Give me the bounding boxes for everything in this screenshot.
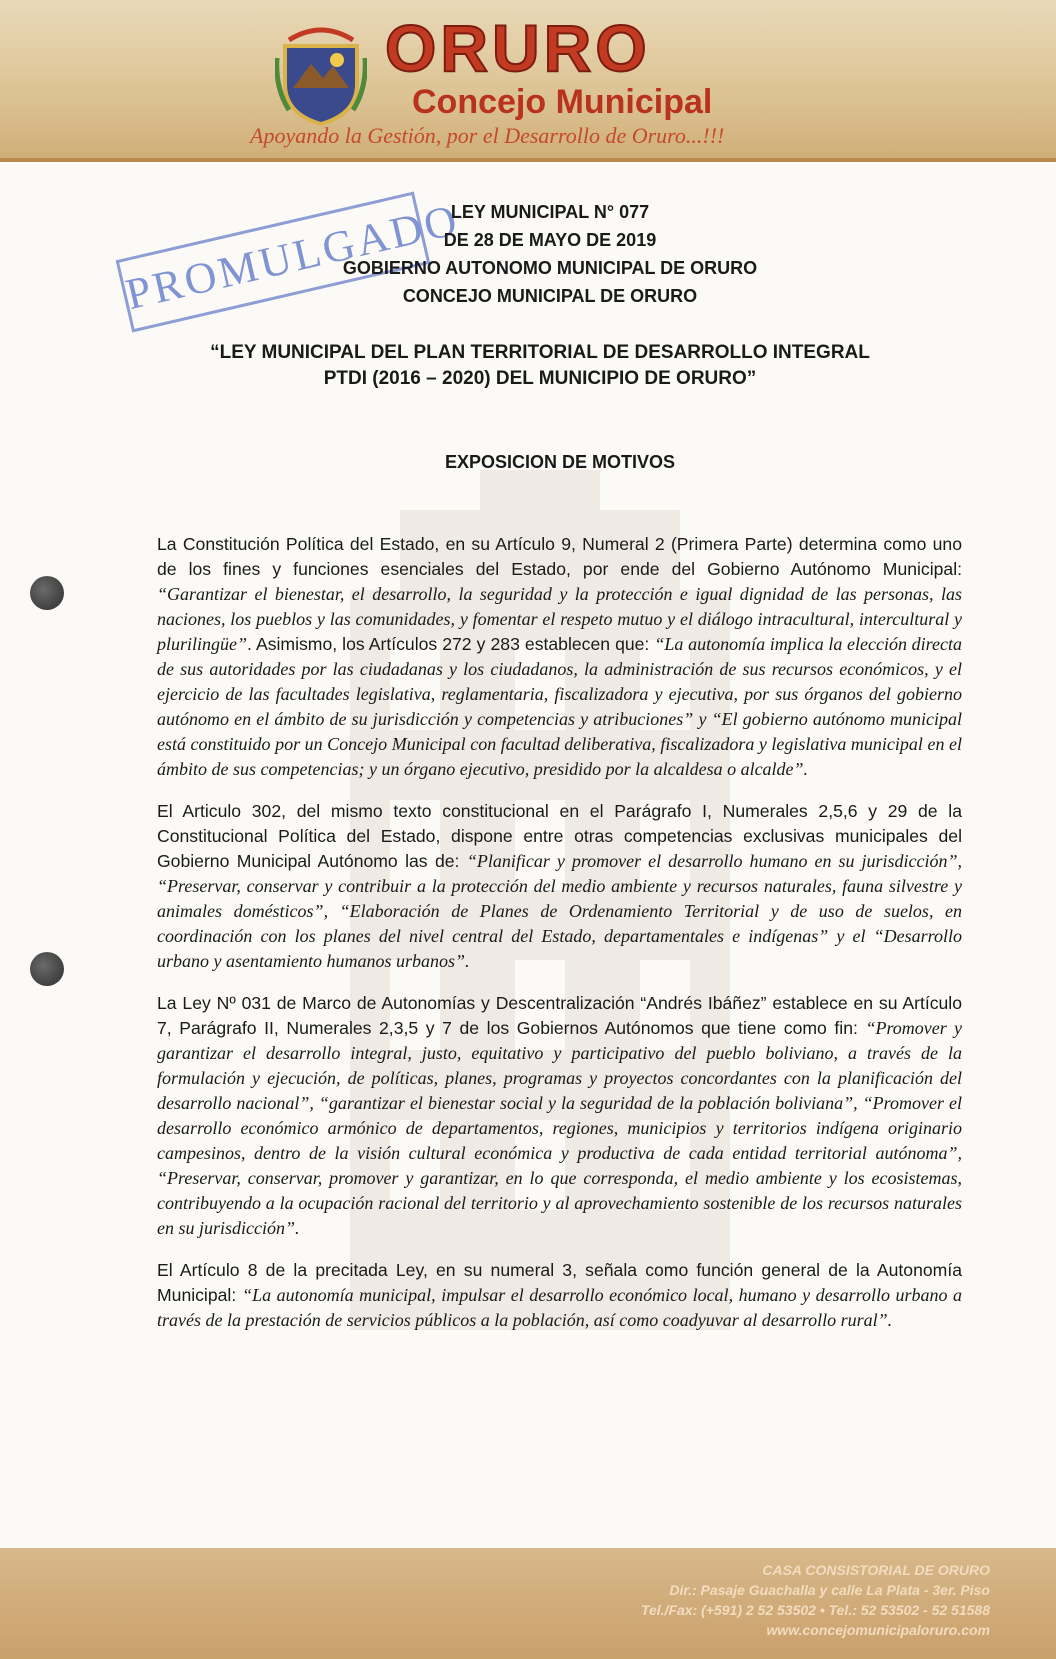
letterhead-slogan: Apoyando la Gestión, por el Desarrollo de Oruro...!!!: [250, 123, 725, 148]
paragraph-text: El Artículo 8 de la precitada Ley, en su numeral 3, señala como función general de la Autonomía Municipal:: [157, 1260, 962, 1305]
binder-hole: [30, 952, 64, 986]
footer-institution: CASA CONSISTORIAL DE ORURO: [762, 1562, 990, 1578]
footer-website: www.concejomunicipaloruro.com: [766, 1622, 990, 1638]
quoted-text: “Garantizar el bienestar, el desarrollo, la seguridad y la protección e igual dignidad de las personas, las naciones, los pueblos y las comunidades, y fomentar el respeto mutuo y el diálogo intracultural, intercultural y plurilingüe”: [157, 584, 962, 654]
letterhead-brand-name: ORURO: [385, 11, 651, 85]
paragraph-text: La Constitución Política del Estado, en su Artículo 9, Numeral 2 (Primera Parte) determina como uno de los fines y funciones esenciales del Estado, por ende del Gobierno Autónomo Municipal:: [157, 534, 962, 579]
quoted-text: “La autonomía implica la elección directa de sus autoridades por las ciudadanas y los ciudadanos, la administración de sus recursos económicos, y el ejercicio de las facultades legislativa, reglamentaria, fiscalizadora y ejecutiva, por sus órganos del gobierno autónomo en el ámbito de su jurisdicción y competencias y atribuciones” y “El gobierno autónomo municipal está constituido por un Concejo Municipal con facultad deliberativa, fiscalizadora y legislativa municipal en el ámbito de sus competencias; y un órgano ejecutivo, presidido por la alcaldesa o alcalde”.: [157, 634, 962, 779]
footer-address: [560, 1560, 990, 1640]
municipal-shield-logo: [275, 18, 367, 128]
footer-phone: Tel./Fax: (+591) 2 52 53502 • Tel.: 52 53502 - 52 51588: [640, 1602, 990, 1618]
document-body: [157, 532, 962, 1350]
paragraph-text: El Articulo 302, del mismo texto constitucional en el Parágrafo I, Numerales 2,5,6 y 29 de la Constitucional Política del Estado, dispone entre otras competencias exclusivas municipales del Gobierno Municipal Autónomo las de:: [157, 801, 962, 871]
section-heading: EXPOSICION DE MOTIVOS: [444, 452, 676, 472]
quoted-text: “Promover y garantizar el desarrollo integral, justo, equitativo y participativo del pueblo boliviano, a través de la formulación y ejecución, de políticas, planes, programas y proyectos concordantes con la planificación del desarrollo nacional”, “garantizar el bienestar social y la seguridad de la población boliviana”, “Promover el desarrollo económico armónico de departamentos, regiones, municipios y territorios indígena originario campesinos, dentro de la visión cultural económica y productiva de cada entidad territorial autónoma”, “Preservar, conservar, promover y garantizar, en lo que corresponda, el medio ambiente y los ecosistemas, contribuyendo a la ocupación racional del territorio y al aprovechamiento sostenible de los recursos naturales en su jurisdicción”.: [157, 1018, 962, 1238]
law-number: LEY MUNICIPAL N° 077: [450, 202, 650, 222]
footer-address-line: Dir.: Pasaje Guachalla y calle La Plata - 3er. Piso: [669, 1582, 990, 1598]
paragraph: [157, 799, 962, 974]
paragraph: [157, 991, 962, 1241]
letterhead-divider: [0, 158, 1056, 162]
law-header: [290, 198, 810, 310]
law-title-line: “LEY MUNICIPAL DEL PLAN TERRITORIAL DE DESARROLLO INTEGRAL: [210, 342, 870, 363]
quoted-text: “La autonomía municipal, impulsar el desarrollo económico local, humano y desarrollo urbano a través de la prestación de servicios públicos a la población, así como coadyuvar al desarrollo rural”.: [157, 1285, 962, 1330]
letterhead-subtitle: Concejo Municipal: [412, 83, 713, 121]
law-date: DE 28 DE MAYO DE 2019: [443, 230, 657, 250]
binder-hole: [30, 576, 64, 610]
law-title-line: PTDI (2016 – 2020) DEL MUNICIPIO DE ORURO”: [323, 368, 757, 389]
issuing-council: CONCEJO MUNICIPAL DE ORURO: [402, 286, 698, 306]
promulgado-stamp: PROMULGADO: [116, 192, 431, 333]
paragraph-text: . Asimismo, los Artículos 272 y 283 establecen que:: [247, 634, 655, 654]
issuing-government: GOBIERNO AUTONOMO MUNICIPAL DE ORURO: [342, 258, 758, 278]
paragraph: [157, 1258, 962, 1333]
paragraph: [157, 532, 962, 782]
paragraph-text: La Ley Nº 031 de Marco de Autonomías y Descentralización “Andrés Ibáñez” establece en su Artículo 7, Parágrafo II, Numerales 2,3,5 y 7 de los Gobiernos Autónomos que tiene como fin:: [157, 993, 962, 1038]
law-title: [140, 340, 940, 392]
quoted-text: “Planificar y promover el desarrollo humano en su jurisdicción”, “Preservar, conservar y contribuir a la protección del medio ambiente y recursos naturales, fauna silvestre y animales domésticos”, “Elaboración de Planes de Ordenamiento Territorial y de uso de suelos, en coordinación con los planes del nivel central del Estado, departamentales e indígenas” y el “Desarrollo urbano y asentamiento humanos urbanos”.: [157, 851, 962, 971]
